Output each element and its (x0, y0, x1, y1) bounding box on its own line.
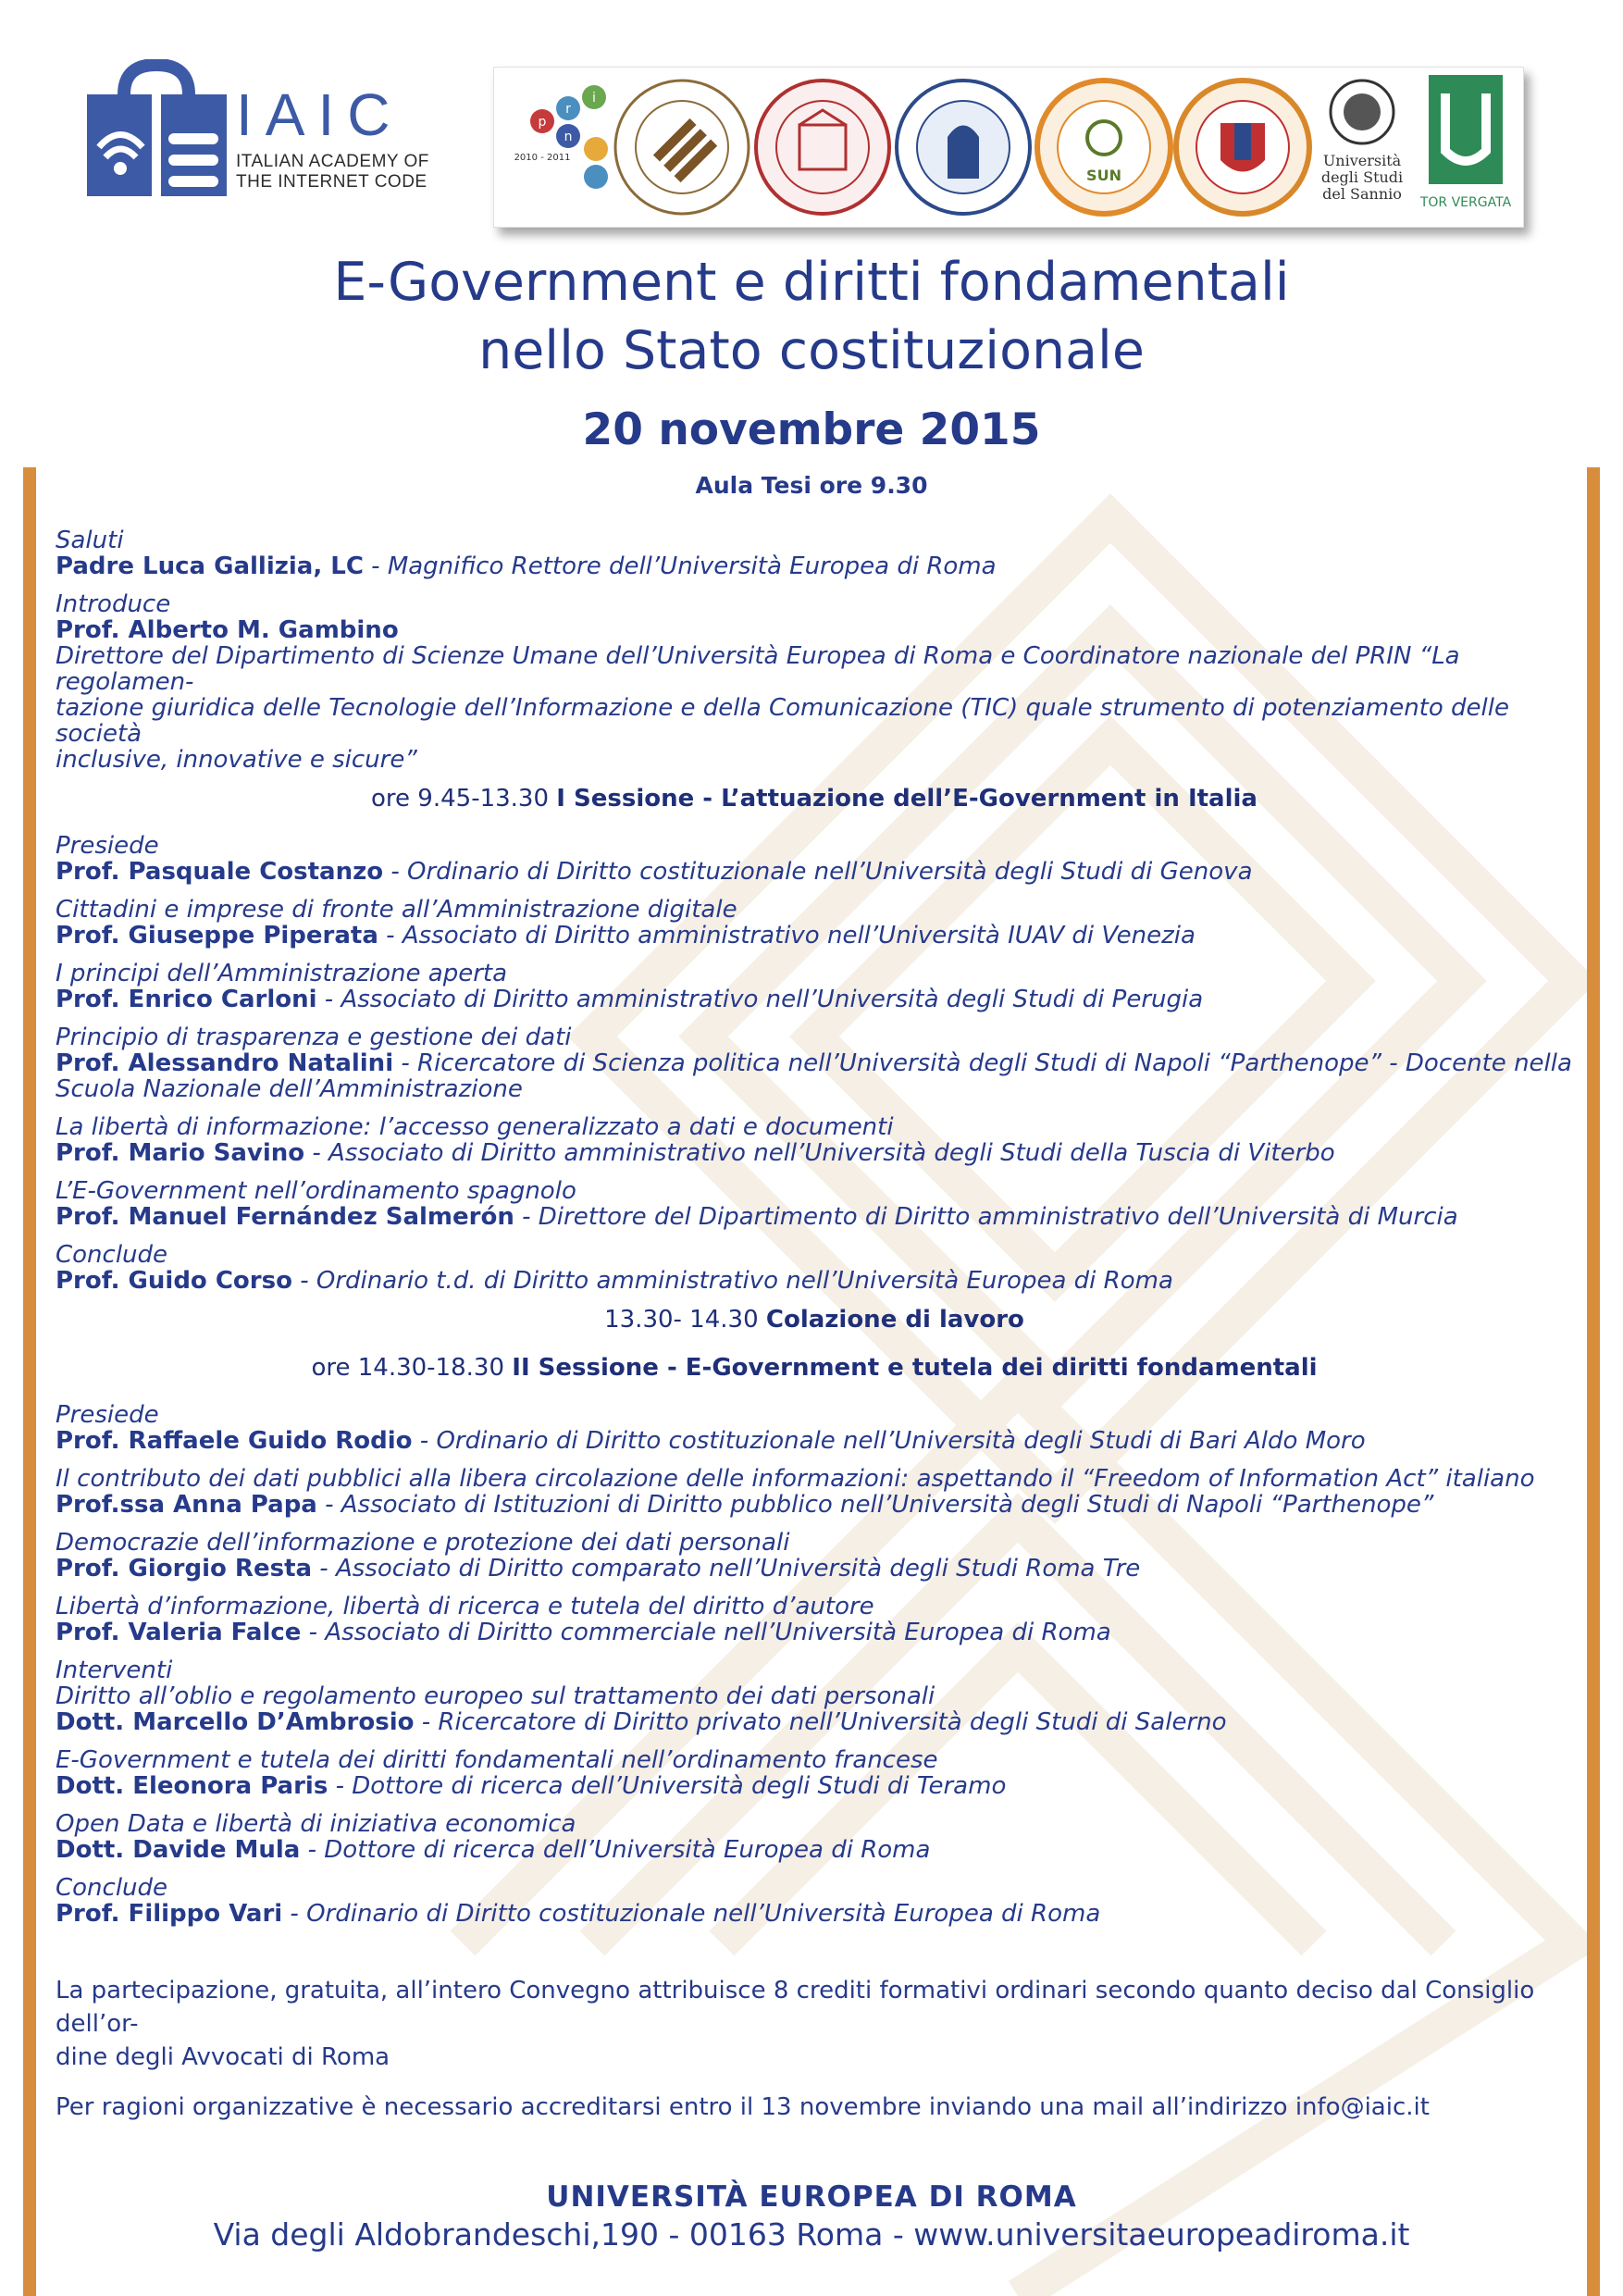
org-subtitle-2: THE INTERNET CODE (236, 172, 427, 192)
speaker-name: Dott. Marcello D’Ambrosio (56, 1708, 415, 1736)
speaker-description: - Dottore di ricerca dell’Università degli Studi di Teramo (328, 1772, 1007, 1800)
title-line-1: E-Government e diritti fondamentali (333, 252, 1290, 313)
speaker-description: - Ordinario di Diritto costituzionale nell’Università degli Studi di Genova (383, 858, 1253, 886)
lunch-break (56, 1306, 1573, 1334)
lunch-name: Colazione di lavoro (765, 1306, 1024, 1334)
svg-text:del Sannio: del Sannio (1322, 185, 1402, 203)
speaker-description: - Associato di Diritto amministrativo nell’Università IUAV di Venezia (378, 922, 1196, 949)
entry-role: Introduce (56, 590, 171, 618)
svg-text:TOR VERGATA: TOR VERGATA (1419, 195, 1512, 210)
speaker-description: - Associato di Istituzioni di Diritto pubblico nell’Università degli Studi di Napoli “Parthenope” (316, 1491, 1434, 1519)
speaker-name: Prof. Alessandro Natalini (56, 1049, 394, 1077)
program-entry (56, 1466, 1573, 1518)
right-accent-bar (1587, 467, 1600, 2296)
iaic-logo-icon (85, 59, 229, 198)
entry-role: Conclude (56, 1874, 168, 1902)
speaker-name: Prof. Mario Savino (56, 1139, 305, 1167)
entry-role: I principi dell’Amministrazione aperta (56, 960, 508, 987)
speaker-description: inclusive, innovative e sicure” (56, 746, 417, 774)
speaker-description: - Ricercatore di Diritto privato nell’Università degli Studi di Salerno (414, 1708, 1227, 1736)
program-entry (56, 1024, 1573, 1102)
speaker-name: Prof. Giorgio Resta (56, 1555, 313, 1582)
session-heading-2 (56, 1354, 1573, 1382)
entry-role: Conclude (56, 1241, 168, 1269)
credits-notice-line-2: dine degli Avvocati di Roma (56, 2043, 390, 2071)
speaker-description: - Ordinario t.d. di Diritto amministrativo nell’Università Europea di Roma (291, 1267, 1173, 1295)
org-name: IAIC (236, 81, 403, 148)
session-heading-1 (56, 785, 1573, 813)
program-entry (56, 897, 1573, 949)
entry-role: Libertà d’informazione, libertà di ricerca e tutela del diritto d’autore (56, 1593, 874, 1620)
svg-text:2010 - 2011: 2010 - 2011 (514, 153, 571, 163)
speaker-name: Padre Luca Gallizia, LC (56, 552, 364, 580)
speaker-name: Prof. Giuseppe Piperata (56, 922, 378, 949)
alma-mater-bologna-seal-icon (756, 81, 889, 214)
credits-notice (56, 1974, 1573, 2074)
page-title (0, 248, 1623, 385)
registration-notice: Per ragioni organizzative è necessario accreditarsi entro il 13 novembre inviando una mail all’indirizzo info@iaic.it (56, 2093, 1430, 2121)
svg-text:Università: Università (1322, 152, 1402, 169)
entry-role: L’E-Government nell’ordinamento spagnolo (56, 1177, 576, 1205)
entry-role: Principio di trasparenza e gestione dei dati (56, 1024, 572, 1051)
program (56, 527, 1573, 2124)
speaker-description: Direttore del Dipartimento di Scienze Umane dell’Università Europea di Roma e Coordinatore nazionale del PRIN “La regolamen- (56, 642, 1460, 696)
speaker-name: Prof. Enrico Carloni (56, 986, 317, 1013)
svg-text:r: r (565, 102, 571, 117)
speaker-name: Dott. Davide Mula (56, 1836, 301, 1864)
entry-role: Saluti (56, 527, 124, 554)
org-subtitle-1: ITALIAN ACADEMY OF (236, 152, 429, 171)
entry-topic: Diritto all’oblio e regolamento europeo sul trattamento dei dati personali (56, 1682, 935, 1710)
speaker-name: Prof. Manuel Fernández Salmerón (56, 1203, 514, 1231)
speaker-description: - Associato di Diritto commerciale nell’Università Europea di Roma (301, 1619, 1111, 1646)
speaker-description: - Dottore di ricerca dell’Università Europea di Roma (300, 1836, 931, 1864)
iaic-wordmark (236, 81, 429, 192)
svg-text:degli Studi: degli Studi (1320, 168, 1404, 186)
program-entry (56, 1114, 1573, 1166)
speaker-name: Prof. Filippo Vari (56, 1900, 283, 1928)
program-entry (56, 1811, 1573, 1863)
speaker-description: - Associato di Diritto amministrativo nell’Università degli Studi di Perugia (316, 986, 1204, 1013)
program-entry (56, 591, 1573, 773)
entry-speaker-line (56, 553, 1573, 579)
footer-address: Via degli Aldobrandeschi,190 - 00163 Roma - www.universitaeuropeadiroma.it (213, 2216, 1410, 2253)
session-name: II Sessione - E-Government e tutela dei diritti fondamentali (512, 1354, 1318, 1382)
program-entry (56, 1747, 1573, 1799)
program-entry (56, 1402, 1573, 1454)
speaker-description: - Magnifico Rettore dell’Università Europea di Roma (363, 552, 997, 580)
speaker-name: Prof. Guido Corso (56, 1267, 292, 1295)
speaker-description: Scuola Nazionale dell’Amministrazione (56, 1075, 523, 1103)
speaker-name: Prof. Pasquale Costanzo (56, 858, 384, 886)
program-entry (56, 1875, 1573, 1927)
left-accent-bar (23, 467, 36, 2296)
prin-logo-icon (514, 85, 608, 189)
sannio-seal-icon (1321, 81, 1403, 203)
session-time: ore 9.45-13.30 (371, 785, 557, 813)
speaker-description: - Associato di Diritto comparato nell’Università degli Studi Roma Tre (312, 1555, 1141, 1582)
speaker-description: - Associato di Diritto amministrativo nell’Università degli Studi della Tuscia di Viterbo (304, 1139, 1335, 1167)
program-entry (56, 1242, 1573, 1294)
program-entry (56, 527, 1573, 579)
entry-role: Interventi (56, 1657, 173, 1684)
program-entry (56, 833, 1573, 885)
partner-logos-strip (493, 67, 1524, 228)
svg-text:SUN: SUN (1086, 167, 1121, 184)
lunch-time: 13.30- 14.30 (604, 1306, 766, 1334)
event-date: 20 novembre 2015 (582, 404, 1041, 455)
event-venue: Aula Tesi ore 9.30 (695, 472, 928, 499)
svg-text:i: i (592, 91, 596, 105)
entry-role: Presiede (56, 832, 159, 860)
speaker-description: tazione giuridica delle Tecnologie dell’Informazione e della Comunicazione (TIC) quale strumento di potenziamento delle società (56, 694, 1509, 748)
speaker-name: Dott. Eleonora Paris (56, 1772, 328, 1800)
entry-role: La libertà di informazione: l’accesso generalizzato a dati e documenti (56, 1113, 894, 1141)
speaker-name: Prof.ssa Anna Papa (56, 1491, 317, 1519)
entry-role: Il contributo dei dati pubblici alla libera circolazione delle informazioni: aspettando il “Freedom of Information Act” italiano (56, 1465, 1535, 1493)
program-entry (56, 1594, 1573, 1645)
svg-text:n: n (564, 130, 573, 144)
session-time: ore 14.30-18.30 (311, 1354, 513, 1382)
speaker-description: - Ricercatore di Scienza politica nell’Università degli Studi di Napoli “Parthenope” - Docente nella (393, 1049, 1572, 1077)
tor-vergata-logo-icon (1419, 75, 1512, 210)
program-entry (56, 1530, 1573, 1582)
speaker-name: Prof. Alberto M. Gambino (56, 616, 399, 644)
credits-notice-line-1: La partecipazione, gratuita, all’intero Convegno attribuisce 8 crediti formativi ordinari secondo quanto deciso dal Consiglio dell’or- (56, 1977, 1535, 2038)
session-name: I Sessione - L’attuazione dell’E-Government in Italia (556, 785, 1258, 813)
program-entry (56, 1657, 1573, 1735)
speaker-description: - Ordinario di Diritto costituzionale nell’Università Europea di Roma (282, 1900, 1101, 1928)
program-entry (56, 961, 1573, 1012)
program-entry (56, 1178, 1573, 1230)
entry-role: Open Data e libertà di iniziativa economica (56, 1810, 576, 1838)
entry-role: E-Government e tutela dei diritti fondamentali nell’ordinamento francese (56, 1746, 938, 1774)
title-line-2: nello Stato costituzionale (478, 320, 1145, 381)
universita-europea-roma-seal-icon (615, 81, 749, 214)
speaker-description: - Ordinario di Diritto costituzionale nell’Università degli Studi di Bari Aldo Moro (412, 1427, 1366, 1455)
speaker-description: - Direttore del Dipartimento di Diritto amministrativo dell’Università di Murcia (514, 1203, 1458, 1231)
footer-university: UNIVERSITÀ EUROPEA DI ROMA (546, 2180, 1077, 2214)
speaker-name: Prof. Raffaele Guido Rodio (56, 1427, 413, 1455)
entry-role: Cittadini e imprese di fronte all’Amministrazione digitale (56, 896, 737, 924)
federico-ii-napoli-seal-icon (897, 81, 1030, 214)
entry-role: Presiede (56, 1401, 159, 1429)
svg-text:p: p (538, 115, 547, 130)
crest-seal-icon (1176, 81, 1309, 214)
entry-role: Democrazie dell’informazione e protezione dei dati personali (56, 1529, 790, 1557)
sun-napoli-seal-icon (1037, 81, 1171, 214)
speaker-name: Prof. Valeria Falce (56, 1619, 302, 1646)
